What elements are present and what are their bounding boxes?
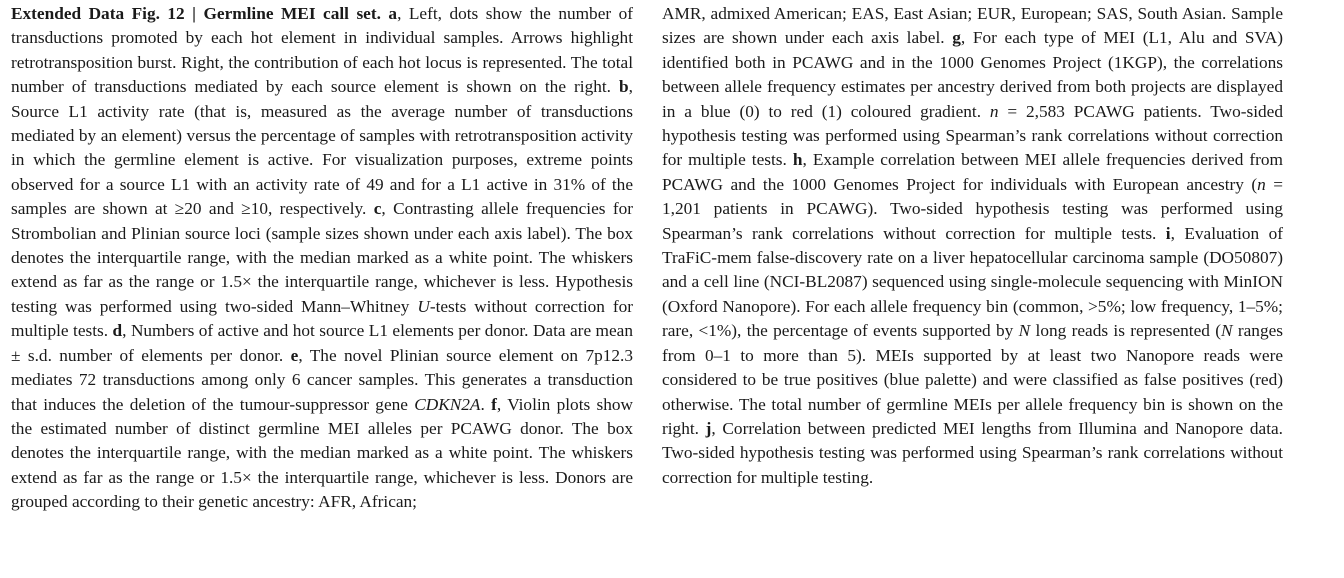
panel-label-b: b — [619, 77, 629, 97]
caption-column-left — [11, 2, 633, 574]
caption-text: , Violin plots show the estimated number of distinct germline MEI alleles per PCAWG donor. The box denotes the interquartile range, with the median marked as a white point. The whiskers extend as far as the range or 1.5× the interquartile range, whichever is less. Donors are grouped according to their genetic ancestry: AFR, African; — [11, 394, 634, 512]
panel-label-i: i — [1165, 223, 1171, 243]
caption-text: , Example correlation between MEI allele frequencies derived from PCAWG and the 1000 Genomes Project for individuals with European ancestry ( — [662, 150, 1283, 194]
caption-text: , Contrasting allele frequencies for Strombolian and Plinian source loci (sample sizes shown under each axis label). The box denotes the interquartile range, with the median marked as a white point. The whiskers extend as far as the range or 1.5× the interquartile range, whichever is less. Hypothesis testing was performed using two-sided Mann–Whitney — [11, 199, 634, 316]
caption-text: , For each type of MEI (L1, Alu and SVA) identified both in PCAWG and in the 1000 Genomes Project (1KGP), the correlations between allele frequency estimates per ancestry derived from both projects are displayed in a blue (0) to red (1) coloured gradient. — [662, 28, 1284, 121]
italic-term: N — [1018, 321, 1031, 341]
caption-text: , Evaluation of TraFiC-mem false-discovery rate on a liver hepatocellular carcinoma sample (DO50807) and a cell line (NCI-BL2087) sequenced using single-molecule sequencing with MinION (Oxford Nanopore). For each allele frequency bin (common, >5%; low frequency, 1–5%; rare, <1%), the percentage of events supported by — [662, 223, 1283, 341]
italic-term: n — [989, 101, 999, 121]
italic-term: n — [1257, 174, 1266, 194]
figure-caption — [11, 2, 1333, 574]
panel-label-f: f — [491, 394, 497, 414]
caption-text: , The novel Plinian source element on 7p12.3 mediates 72 transductions among only 6 cancer samples. This generates a transduction that induces the deletion of the tumour-suppressor gene — [11, 345, 633, 414]
panel-label-d: d — [112, 321, 123, 341]
caption-column-right — [662, 2, 1283, 574]
caption-text: long reads is represented ( — [1030, 321, 1222, 341]
caption-text: = 2,583 PCAWG patients. Two-sided hypothesis testing was performed using Spearman’s rank correlations without correction for multiple tests. — [662, 101, 1283, 170]
italic-term: U — [417, 296, 430, 316]
italic-term: CDKN2A — [414, 394, 481, 414]
caption-text: . — [480, 394, 492, 414]
italic-term: N — [1221, 321, 1233, 341]
caption-text: = 1,201 patients in PCAWG). Two-sided hypothesis testing was performed using Spearman’s rank correlations without correction for multiple tests. — [662, 174, 1283, 243]
caption-text: , Numbers of active and hot source L1 elements per donor. Data are mean ± s.d. number of elements per donor. — [11, 321, 633, 365]
caption-text: AMR, admixed American; EAS, East Asian; EUR, European; SAS, South Asian. Sample sizes are shown under each axis label. — [662, 4, 1283, 48]
panel-label-g: g — [952, 28, 961, 48]
caption-text: , Left, dots show the number of transductions promoted by each hot element in individual samples. Arrows highlight retrotransposition burst. Right, the contribution of each hot locus is represented. The total number of transductions mediated by each source element is shown on the right. — [11, 4, 633, 97]
panel-label-j: j — [705, 418, 712, 438]
panel-label-a: a — [388, 4, 398, 23]
figure-title: Extended Data Fig. 12 | Germline MEI call set. — [11, 4, 381, 23]
panel-label-c: c — [373, 199, 382, 219]
caption-text: , Correlation between predicted MEI lengths from Illumina and Nanopore data. Two-sided hypothesis testing was performed using Spearman’s rank correlations without correction for multiple testing. — [662, 418, 1283, 487]
caption-text: , Source L1 activity rate (that is, measured as the average number of transductions mediated by an element) versus the percentage of samples with retrotransposition activity in which the germline element is active. For visualization purposes, extreme points observed for a source L1 with an activity rate of 49 and for a L1 active in 31% of the samples are shown at ≥20 and ≥10, respectively. — [11, 77, 633, 219]
panel-label-e: e — [290, 345, 299, 365]
panel-label-h: h — [792, 150, 803, 170]
caption-text: -tests without correction for multiple tests. — [11, 296, 633, 341]
caption-text: ranges from 0–1 to more than 5). MEIs supported by at least two Nanopore reads were considered to be true positives (blue palette) and were classified as false positives (red) otherwise. The total number of germline MEIs per allele frequency bin is shown on the right. — [662, 321, 1283, 438]
